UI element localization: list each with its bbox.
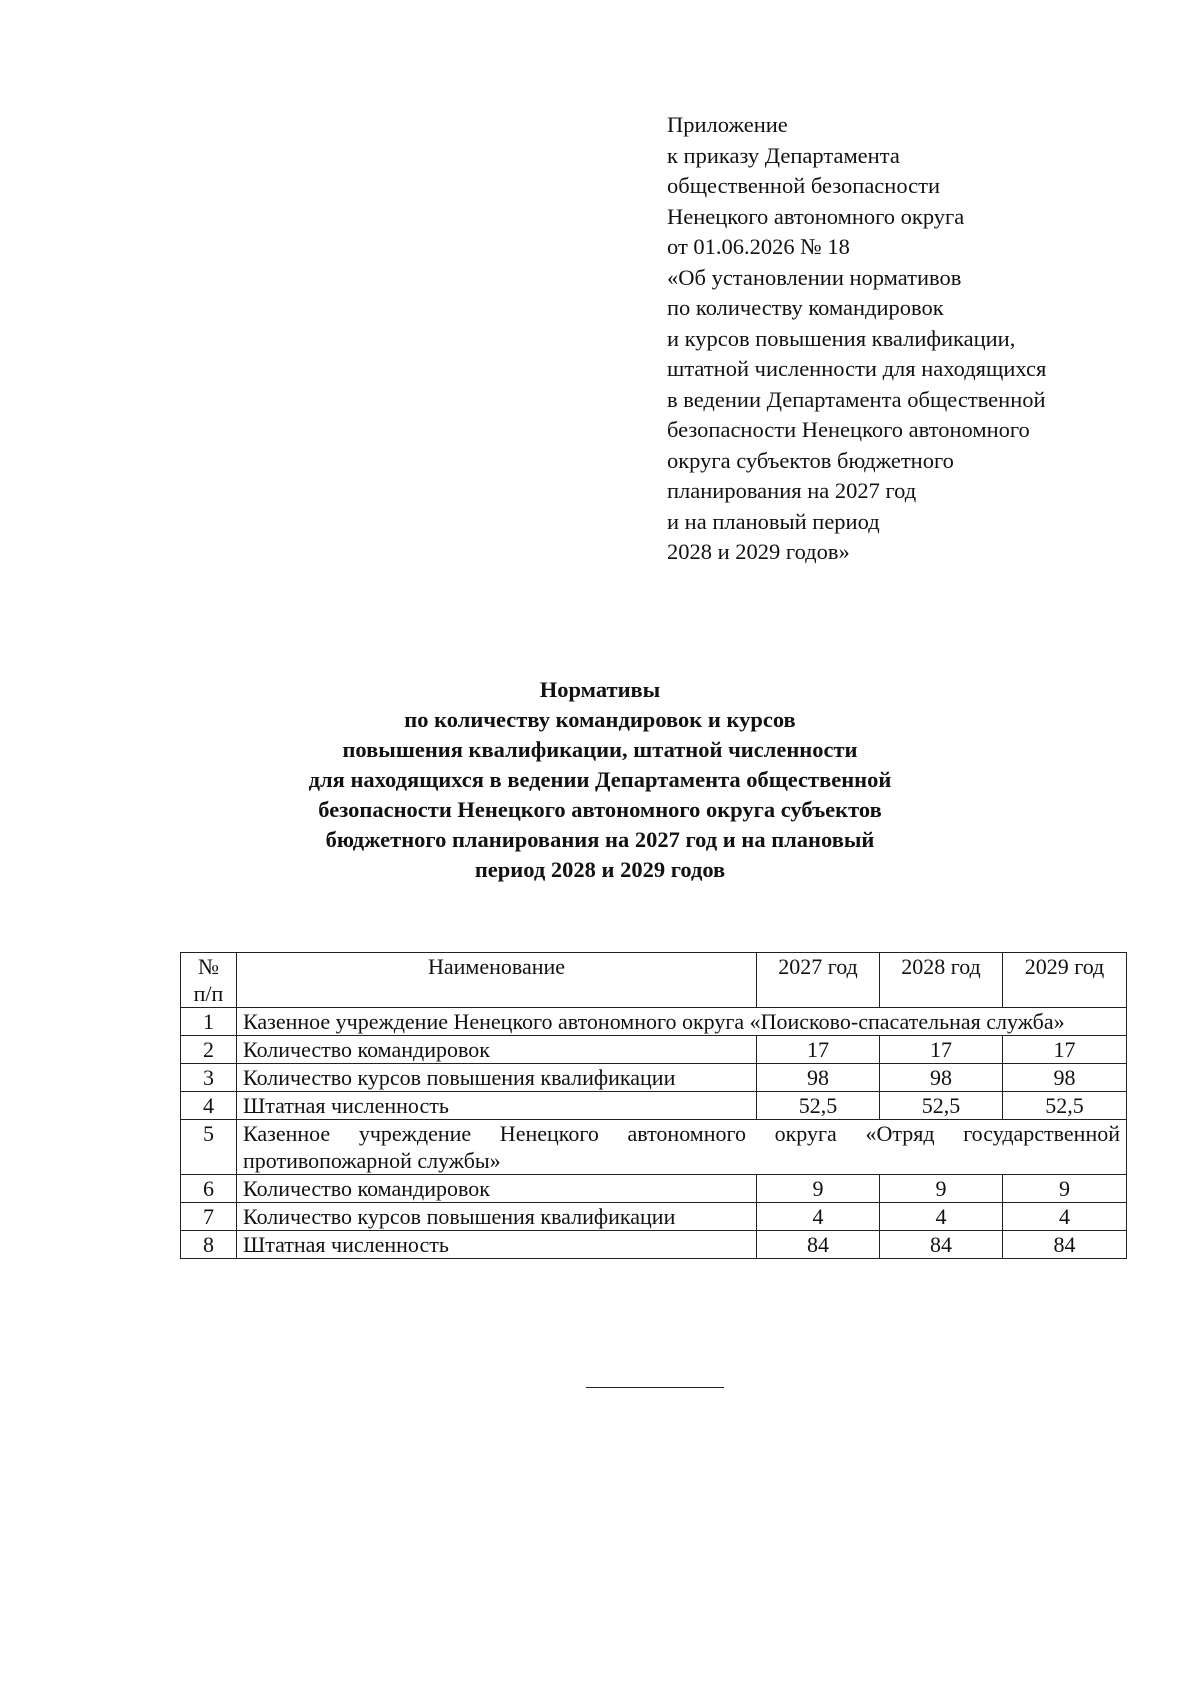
appendix-line: к приказу Департамента [667, 142, 900, 168]
value-2027: 84 [757, 1231, 880, 1259]
row-number: 8 [181, 1231, 237, 1259]
row-name: Штатная численность [237, 1231, 757, 1259]
table-row [181, 1175, 1127, 1203]
appendix-line: от 01.06.2026 № 18 [667, 234, 850, 259]
title-line: для находящихся в ведении Департамента общественной [308, 767, 892, 792]
value-2028: 98 [880, 1064, 1003, 1092]
value-2027: 52,5 [757, 1092, 880, 1120]
row-number: 7 [181, 1203, 237, 1231]
table-row [181, 1036, 1127, 1064]
header-2027: 2027 год [757, 953, 880, 1008]
header-number: № п/п [181, 953, 237, 1008]
appendix-line: планирования на 2027 год [667, 478, 917, 503]
value-2029: 84 [1003, 1231, 1127, 1259]
title-line: период 2028 и 2029 годов [474, 857, 726, 882]
institution-name: Казенное учреждение Ненецкого автономного округа «Отряд государственной противопожарной службы» [237, 1120, 1127, 1175]
title-line: повышения квалификации, штатной численности [342, 737, 858, 762]
title-line: безопасности Ненецкого автономного округа субъектов [318, 797, 882, 822]
appendix-block [667, 110, 1147, 568]
appendix-line: общественной безопасности [667, 173, 941, 198]
value-2027: 9 [757, 1175, 880, 1203]
value-2028: 17 [880, 1036, 1003, 1064]
row-number: 6 [181, 1175, 237, 1203]
row-number: 3 [181, 1064, 237, 1092]
value-2029: 4 [1003, 1203, 1127, 1231]
norms-table [180, 952, 1127, 1259]
row-name: Количество командировок [237, 1036, 757, 1064]
table-row [181, 1203, 1127, 1231]
table-header-row [181, 953, 1127, 1008]
row-name: Количество командировок [237, 1175, 757, 1203]
row-number: 2 [181, 1036, 237, 1064]
appendix-line: в ведении Департамента общественной [667, 386, 1046, 412]
institution-name: Казенное учреждение Ненецкого автономного округа «Поисково-спасательная служба» [237, 1008, 1127, 1036]
appendix-line: «Об установлении нормативов [667, 264, 962, 290]
row-number: 4 [181, 1092, 237, 1120]
table-row [181, 1064, 1127, 1092]
appendix-line: Ненецкого автономного округа [667, 203, 965, 229]
value-2028: 9 [880, 1175, 1003, 1203]
title-line: бюджетного планирования на 2027 год и на плановый [325, 827, 875, 852]
row-number: 5 [181, 1120, 237, 1175]
table-row-institution [181, 1120, 1127, 1175]
appendix-line: штатной численности для находящихся [667, 356, 1047, 381]
row-name: Штатная численность [237, 1092, 757, 1120]
header-2029: 2029 год [1003, 953, 1127, 1008]
value-2028: 84 [880, 1231, 1003, 1259]
appendix-line: и на плановый период [667, 508, 880, 534]
header-2028: 2028 год [880, 953, 1003, 1008]
closing-divider [586, 1387, 724, 1388]
row-name: Количество курсов повышения квалификации [237, 1203, 757, 1231]
appendix-line: по количеству командировок [667, 295, 944, 320]
value-2029: 52,5 [1003, 1092, 1127, 1120]
document-title [100, 675, 1100, 885]
value-2029: 98 [1003, 1064, 1127, 1092]
value-2029: 17 [1003, 1036, 1127, 1064]
table-row [181, 1231, 1127, 1259]
value-2027: 4 [757, 1203, 880, 1231]
value-2027: 17 [757, 1036, 880, 1064]
appendix-line: безопасности Ненецкого автономного [667, 417, 1030, 442]
value-2027: 98 [757, 1064, 880, 1092]
value-2029: 9 [1003, 1175, 1127, 1203]
appendix-line: 2028 и 2029 годов» [667, 539, 850, 564]
title-line: Нормативы [539, 677, 661, 702]
value-2028: 52,5 [880, 1092, 1003, 1120]
appendix-line: и курсов повышения квалификации, [667, 325, 1016, 351]
table-row-institution [181, 1008, 1127, 1036]
row-name: Количество курсов повышения квалификации [237, 1064, 757, 1092]
value-2028: 4 [880, 1203, 1003, 1231]
header-name: Наименование [237, 953, 757, 1008]
title-line: по количеству командировок и курсов [404, 707, 796, 732]
appendix-line: округа субъектов бюджетного [667, 447, 954, 473]
appendix-line: Приложение [667, 112, 788, 137]
row-number: 1 [181, 1008, 237, 1036]
table-row [181, 1092, 1127, 1120]
